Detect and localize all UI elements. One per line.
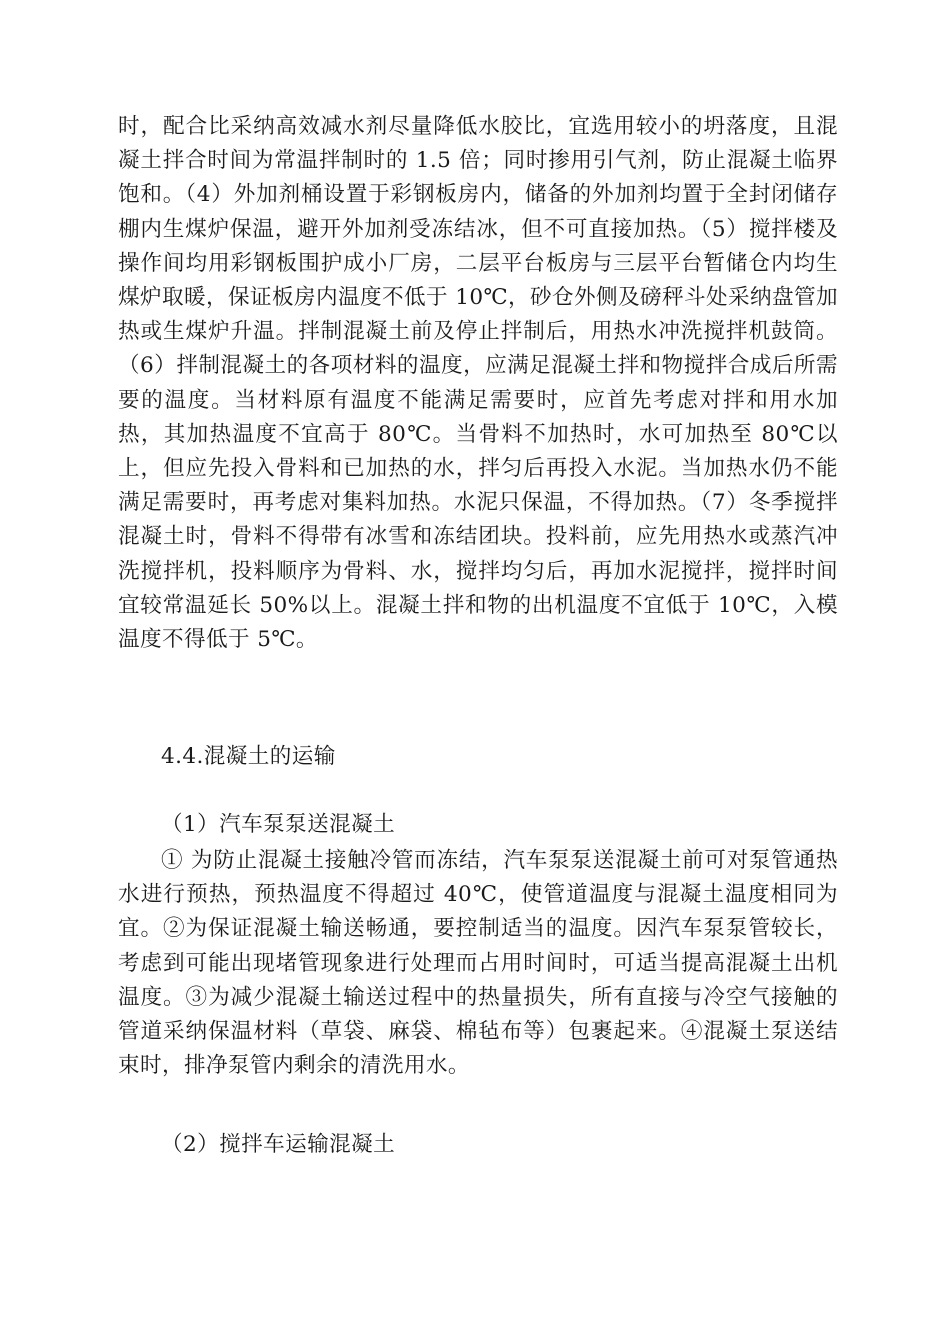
paragraph-pump-truck: ① 为防止混凝土接触冷管而冻结，汽车泵泵送混凝土前可对泵管通热水进行预热，预热温度不得超过 40℃，使管道温度与混凝土温度相同为宜。②为保证混凝土输送畅通，要控制适当的温度。因汽车泵泵管较长，考虑到可能出现堵管现象进行处理而占用时间时，可适当提高混凝土出机温度。③为减少混凝土输送过程中的热量损失，所有直接与冷空气接触的管道采纳保温材料（草袋、麻袋、棉毡布等）包裹起来。④混凝土泵送结束时，排净泵管内剩余的清洗用水。: [118, 848, 839, 1079]
paragraph-concrete-mixing: 时，配合比采纳高效减水剂尽量降低水胶比，宜选用较小的坍落度，且混凝土拌合时间为常温拌制时的 1.5 倍；同时掺用引气剂，防止混凝土临界饱和。（4）外加剂桶设置于彩钢板房内，储备的外加剂均置于全封闭储存棚内生煤炉保温，避开外加剂受冻结冰，但不可直接加热。（5）搅拌楼及操作间均用彩钢板围护成小厂房，二层平台板房与三层平台暂储仓内均生煤炉取暖，保证板房内温度不低于 10℃，砂仓外侧及磅秤斗处采纳盘管加热或生煤炉升温。拌制混凝土前及停止拌制后，用热水冲洗搅拌机鼓筒。（6）拌制混凝土的各项材料的温度，应满足混凝土拌和物搅拌合成后所需要的温度。当材料原有温度不能满足需要时，应首先考虑对拌和用水加热，其加热温度不宜高于 80℃。当骨料不加热时，水可加热至 80℃以上，但应先投入骨料和已加热的水，拌匀后再投入水泥。当加热水仍不能满足需要时，再考虑对集料加热。水泥只保温，不得加热。（7）冬季搅拌混凝土时，骨料不得带有冰雪和冻结团块。投料前，应先用热水或蒸汽冲洗搅拌机，投料顺序为骨料、水，搅拌均匀后，再加水泥搅拌，搅拌时间宜较常温延长 50%以上。混凝土拌和物的出机温度不宜低于 10℃，入模温度不得低于 5℃。: [118, 114, 838, 653]
section-heading-concrete-transport: 4.4.混凝土的运输: [161, 744, 336, 769]
subheading-pump-truck: （1）汽车泵泵送混凝土: [161, 812, 396, 837]
subheading-mixer-truck: （2）搅拌车运输混凝土: [161, 1132, 396, 1157]
